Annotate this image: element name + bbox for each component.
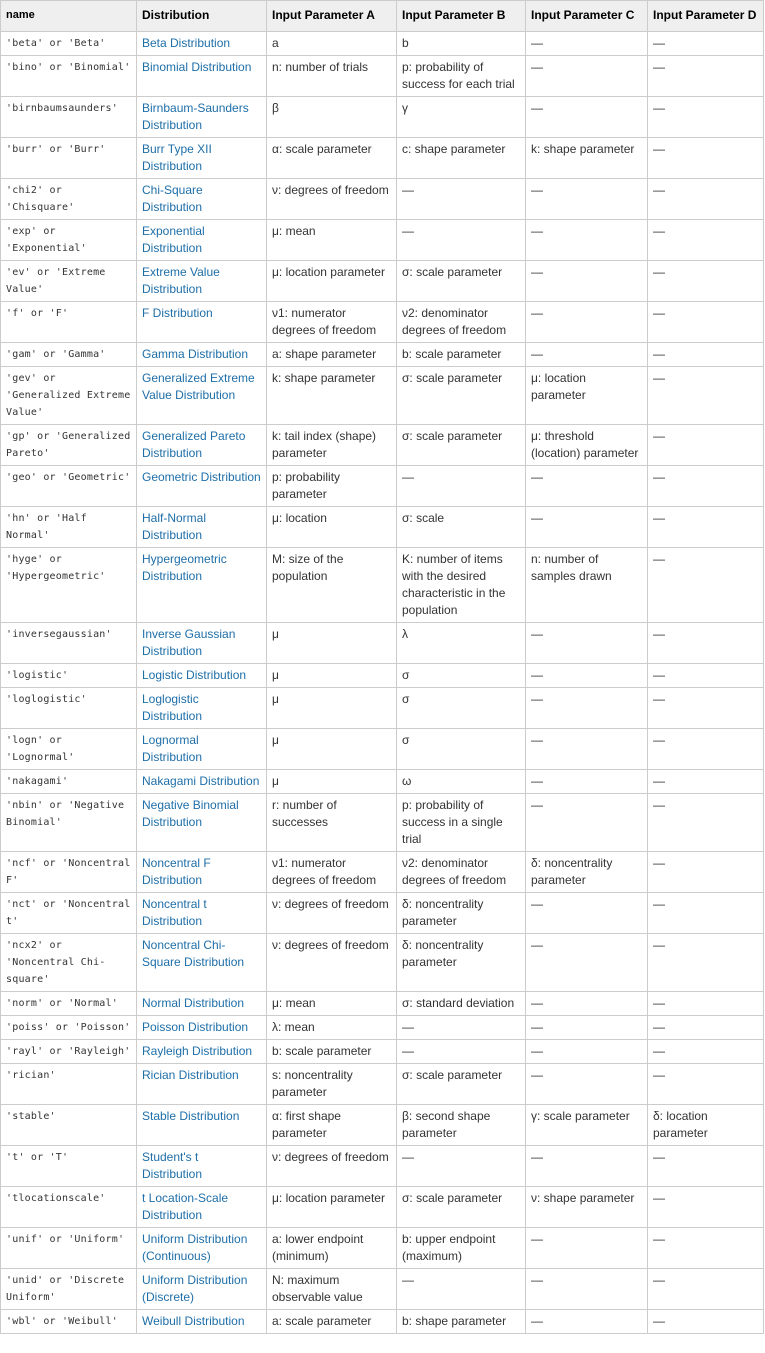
table-row <box>1 1105 764 1146</box>
param-a-cell: μ <box>267 623 397 664</box>
param-d-cell: — <box>648 852 764 893</box>
param-b-cell: p: probability of success for each trial <box>397 56 526 97</box>
column-header-distribution: Distribution <box>137 1 267 32</box>
distribution-cell <box>137 893 267 934</box>
param-b-cell: K: number of items with the desired characteristic in the population <box>397 548 526 623</box>
param-b-cell: — <box>397 179 526 220</box>
table-row <box>1 1016 764 1040</box>
table-row <box>1 179 764 220</box>
param-d-cell: — <box>648 56 764 97</box>
distribution-link[interactable]: Rician Distribution <box>142 1068 239 1082</box>
param-c-cell: ν: shape parameter <box>526 1187 648 1228</box>
table-row <box>1 261 764 302</box>
param-a-cell: μ <box>267 729 397 770</box>
distribution-name-cell: 'inversegaussian' <box>1 623 137 664</box>
column-header-param-d: Input Parameter D <box>648 1 764 32</box>
table-row <box>1 729 764 770</box>
distribution-name-cell: 'geo' or 'Geometric' <box>1 466 137 507</box>
param-b-cell: σ <box>397 688 526 729</box>
distribution-link[interactable]: Hypergeometric Distribution <box>142 552 227 583</box>
param-a-cell: λ: mean <box>267 1016 397 1040</box>
param-c-cell: — <box>526 507 648 548</box>
param-a-cell: a <box>267 32 397 56</box>
table-row <box>1 343 764 367</box>
distribution-cell <box>137 1146 267 1187</box>
table-row <box>1 1310 764 1334</box>
param-a-cell: b: scale parameter <box>267 1040 397 1064</box>
param-c-cell: — <box>526 302 648 343</box>
param-d-cell: — <box>648 934 764 992</box>
distribution-cell <box>137 507 267 548</box>
param-b-cell: λ <box>397 623 526 664</box>
distribution-link[interactable]: Beta Distribution <box>142 36 231 50</box>
param-b-cell: σ <box>397 729 526 770</box>
table-row <box>1 302 764 343</box>
param-d-cell: — <box>648 729 764 770</box>
distribution-cell <box>137 220 267 261</box>
param-d-cell: — <box>648 1310 764 1334</box>
param-c-cell: — <box>526 729 648 770</box>
distribution-name-cell: 'ev' or 'Extreme Value' <box>1 261 137 302</box>
param-a-cell: s: noncentrality parameter <box>267 1064 397 1105</box>
table-row <box>1 507 764 548</box>
param-c-cell: — <box>526 893 648 934</box>
table-row <box>1 664 764 688</box>
param-b-cell: σ <box>397 664 526 688</box>
param-d-cell: — <box>648 992 764 1016</box>
distribution-link[interactable]: Extreme Value Distribution <box>142 265 220 296</box>
param-b-cell: — <box>397 1040 526 1064</box>
param-c-cell: — <box>526 623 648 664</box>
distribution-cell <box>137 1228 267 1269</box>
param-c-cell: — <box>526 466 648 507</box>
table-row <box>1 97 764 138</box>
param-d-cell: — <box>648 367 764 425</box>
distribution-cell <box>137 425 267 466</box>
param-a-cell: k: tail index (shape) parameter <box>267 425 397 466</box>
param-a-cell: μ: mean <box>267 992 397 1016</box>
param-c-cell: γ: scale parameter <box>526 1105 648 1146</box>
param-d-cell: — <box>648 97 764 138</box>
param-c-cell: — <box>526 1146 648 1187</box>
distribution-name-cell: 'hn' or 'Half Normal' <box>1 507 137 548</box>
param-a-cell: r: number of successes <box>267 794 397 852</box>
table-row <box>1 1269 764 1310</box>
param-d-cell: — <box>648 1146 764 1187</box>
distribution-cell <box>137 97 267 138</box>
distribution-cell <box>137 548 267 623</box>
param-a-cell: μ <box>267 664 397 688</box>
param-a-cell: μ: location <box>267 507 397 548</box>
distribution-cell <box>137 623 267 664</box>
distribution-link[interactable]: Noncentral t Distribution <box>142 897 207 928</box>
distribution-cell <box>137 664 267 688</box>
param-c-cell: — <box>526 220 648 261</box>
distribution-cell <box>137 179 267 220</box>
distribution-link[interactable]: Lognormal Distribution <box>142 733 203 764</box>
table-row <box>1 548 764 623</box>
distribution-name-cell: 'burr' or 'Burr' <box>1 138 137 179</box>
distribution-link[interactable]: Loglogistic Distribution <box>142 692 203 723</box>
distribution-name-cell: 'gam' or 'Gamma' <box>1 343 137 367</box>
param-a-cell: ν1: numerator degrees of freedom <box>267 302 397 343</box>
param-b-cell: σ: scale <box>397 507 526 548</box>
param-b-cell: p: probability of success in a single trial <box>397 794 526 852</box>
param-b-cell: σ: scale parameter <box>397 1064 526 1105</box>
distribution-name-cell: 'gp' or 'Generalized Pareto' <box>1 425 137 466</box>
distribution-cell <box>137 1310 267 1334</box>
param-c-cell: — <box>526 688 648 729</box>
table-row <box>1 1228 764 1269</box>
table-row <box>1 852 764 893</box>
distribution-name-cell: 'f' or 'F' <box>1 302 137 343</box>
param-c-cell: — <box>526 770 648 794</box>
param-b-cell: — <box>397 466 526 507</box>
table-header <box>1 1 764 32</box>
table-row <box>1 220 764 261</box>
distribution-cell <box>137 1105 267 1146</box>
distribution-name-cell: 'wbl' or 'Weibull' <box>1 1310 137 1334</box>
distribution-link[interactable]: Gamma Distribution <box>142 347 249 361</box>
distribution-name-cell: 'logn' or 'Lognormal' <box>1 729 137 770</box>
param-d-cell: — <box>648 664 764 688</box>
param-d-cell: — <box>648 1040 764 1064</box>
param-b-cell: b: upper endpoint (maximum) <box>397 1228 526 1269</box>
distribution-name-cell: 'norm' or 'Normal' <box>1 992 137 1016</box>
param-a-cell: μ <box>267 770 397 794</box>
distribution-name-cell: 'rayl' or 'Rayleigh' <box>1 1040 137 1064</box>
distribution-link[interactable]: Birnbaum-Saunders Distribution <box>142 101 249 132</box>
table-row <box>1 56 764 97</box>
param-c-cell: — <box>526 1269 648 1310</box>
distribution-name-cell: 'nbin' or 'Negative Binomial' <box>1 794 137 852</box>
table-row <box>1 32 764 56</box>
param-b-cell: — <box>397 220 526 261</box>
distribution-name-cell: 'unif' or 'Uniform' <box>1 1228 137 1269</box>
param-d-cell: — <box>648 343 764 367</box>
param-a-cell: β <box>267 97 397 138</box>
param-c-cell: — <box>526 56 648 97</box>
distribution-cell <box>137 1187 267 1228</box>
distribution-link[interactable]: Exponential Distribution <box>142 224 205 255</box>
distribution-link[interactable]: Half-Normal Distribution <box>142 511 207 542</box>
param-a-cell: ν: degrees of freedom <box>267 893 397 934</box>
distribution-name-cell: 'exp' or 'Exponential' <box>1 220 137 261</box>
distribution-cell <box>137 934 267 992</box>
param-d-cell: δ: location parameter <box>648 1105 764 1146</box>
table-row <box>1 770 764 794</box>
param-d-cell: — <box>648 179 764 220</box>
distribution-name-cell: 'hyge' or 'Hypergeometric' <box>1 548 137 623</box>
table-row <box>1 992 764 1016</box>
param-c-cell: — <box>526 1040 648 1064</box>
param-d-cell: — <box>648 220 764 261</box>
table-row <box>1 425 764 466</box>
distribution-name-cell: 'rician' <box>1 1064 137 1105</box>
distribution-cell <box>137 302 267 343</box>
distribution-name-cell: 'unid' or 'Discrete Uniform' <box>1 1269 137 1310</box>
distribution-link[interactable]: t Location-Scale Distribution <box>142 1191 229 1222</box>
param-b-cell: b <box>397 32 526 56</box>
distribution-link[interactable]: Chi-Square Distribution <box>142 183 203 214</box>
distribution-name-cell: 'chi2' or 'Chisquare' <box>1 179 137 220</box>
param-b-cell: ω <box>397 770 526 794</box>
param-b-cell: δ: noncentrality parameter <box>397 934 526 992</box>
param-c-cell: — <box>526 261 648 302</box>
param-c-cell: — <box>526 1228 648 1269</box>
param-a-cell: μ <box>267 688 397 729</box>
table-row <box>1 1040 764 1064</box>
param-d-cell: — <box>648 32 764 56</box>
param-a-cell: a: shape parameter <box>267 343 397 367</box>
param-d-cell: — <box>648 1228 764 1269</box>
table-row <box>1 466 764 507</box>
distribution-name-cell: 'stable' <box>1 1105 137 1146</box>
column-header-param-c: Input Parameter C <box>526 1 648 32</box>
param-d-cell: — <box>648 688 764 729</box>
distribution-cell <box>137 1269 267 1310</box>
param-c-cell: — <box>526 32 648 56</box>
distribution-link[interactable]: Negative Binomial Distribution <box>142 798 239 829</box>
distribution-link[interactable]: Noncentral Chi-Square Distribution <box>142 938 245 969</box>
param-a-cell: α: scale parameter <box>267 138 397 179</box>
param-d-cell: — <box>648 507 764 548</box>
param-b-cell: b: shape parameter <box>397 1310 526 1334</box>
param-b-cell: σ: scale parameter <box>397 425 526 466</box>
param-d-cell: — <box>648 138 764 179</box>
table-row <box>1 623 764 664</box>
distribution-cell <box>137 729 267 770</box>
param-a-cell: a: lower endpoint (minimum) <box>267 1228 397 1269</box>
distribution-link[interactable]: Generalized Pareto Distribution <box>142 429 246 460</box>
distribution-cell <box>137 852 267 893</box>
param-d-cell: — <box>648 302 764 343</box>
distribution-cell <box>137 261 267 302</box>
param-b-cell: σ: standard deviation <box>397 992 526 1016</box>
param-a-cell: n: number of trials <box>267 56 397 97</box>
distribution-cell <box>137 770 267 794</box>
param-b-cell: β: second shape parameter <box>397 1105 526 1146</box>
distribution-name-cell: 'bino' or 'Binomial' <box>1 56 137 97</box>
distribution-name-cell: 'poiss' or 'Poisson' <box>1 1016 137 1040</box>
distribution-name-cell: 'birnbaumsaunders' <box>1 97 137 138</box>
distribution-link[interactable]: Student's t Distribution <box>142 1150 203 1181</box>
param-c-cell: k: shape parameter <box>526 138 648 179</box>
param-c-cell: — <box>526 97 648 138</box>
param-d-cell: — <box>648 623 764 664</box>
column-header-param-b: Input Parameter B <box>397 1 526 32</box>
param-c-cell: — <box>526 179 648 220</box>
distribution-cell <box>137 343 267 367</box>
distribution-link[interactable]: Noncentral F Distribution <box>142 856 211 887</box>
table-row <box>1 794 764 852</box>
param-a-cell: M: size of the population <box>267 548 397 623</box>
param-d-cell: — <box>648 425 764 466</box>
param-d-cell: — <box>648 893 764 934</box>
param-c-cell: δ: noncentrality parameter <box>526 852 648 893</box>
param-d-cell: — <box>648 1269 764 1310</box>
param-c-cell: n: number of samples drawn <box>526 548 648 623</box>
param-c-cell: — <box>526 664 648 688</box>
param-b-cell: ν2: denominator degrees of freedom <box>397 302 526 343</box>
distribution-link[interactable]: Inverse Gaussian Distribution <box>142 627 236 658</box>
param-c-cell: μ: threshold (location) parameter <box>526 425 648 466</box>
distribution-cell <box>137 32 267 56</box>
distribution-link[interactable]: Normal Distribution <box>142 996 245 1010</box>
param-d-cell: — <box>648 466 764 507</box>
param-b-cell: σ: scale parameter <box>397 261 526 302</box>
distribution-link[interactable]: Uniform Distribution (Discrete) <box>142 1273 248 1304</box>
param-c-cell: — <box>526 1310 648 1334</box>
distribution-link[interactable]: Burr Type XII Distribution <box>142 142 212 173</box>
param-c-cell: — <box>526 343 648 367</box>
table-row <box>1 138 764 179</box>
distribution-name-cell: 'nakagami' <box>1 770 137 794</box>
distribution-link[interactable]: Nakagami Distribution <box>142 774 260 788</box>
param-d-cell: — <box>648 1187 764 1228</box>
column-header-name: name <box>1 1 137 32</box>
distribution-name-cell: 'nct' or 'Noncentral t' <box>1 893 137 934</box>
distribution-link[interactable]: Logistic Distribution <box>142 668 247 682</box>
param-a-cell: α: first shape parameter <box>267 1105 397 1146</box>
distribution-cell <box>137 138 267 179</box>
param-b-cell: δ: noncentrality parameter <box>397 893 526 934</box>
param-b-cell: γ <box>397 97 526 138</box>
header-row <box>1 1 764 32</box>
param-a-cell: N: maximum observable value <box>267 1269 397 1310</box>
distribution-link[interactable]: Weibull Distribution <box>142 1314 245 1328</box>
distribution-name-cell: 'ncf' or 'Noncentral F' <box>1 852 137 893</box>
param-a-cell: a: scale parameter <box>267 1310 397 1334</box>
distribution-cell <box>137 367 267 425</box>
param-a-cell: p: probability parameter <box>267 466 397 507</box>
distribution-link[interactable]: Uniform Distribution (Continuous) <box>142 1232 248 1263</box>
distribution-cell <box>137 56 267 97</box>
param-c-cell: — <box>526 934 648 992</box>
param-d-cell: — <box>648 1016 764 1040</box>
param-d-cell: — <box>648 1064 764 1105</box>
distribution-link[interactable]: F Distribution <box>142 306 213 320</box>
table-row <box>1 688 764 729</box>
param-a-cell: ν: degrees of freedom <box>267 179 397 220</box>
distribution-cell <box>137 992 267 1016</box>
distribution-link[interactable]: Geometric Distribution <box>142 470 261 484</box>
param-d-cell: — <box>648 548 764 623</box>
param-b-cell: — <box>397 1146 526 1187</box>
distribution-link[interactable]: Binomial Distribution <box>142 60 252 74</box>
table-body <box>1 32 764 1334</box>
param-a-cell: ν: degrees of freedom <box>267 934 397 992</box>
param-b-cell: σ: scale parameter <box>397 367 526 425</box>
distribution-cell <box>137 466 267 507</box>
param-a-cell: μ: mean <box>267 220 397 261</box>
param-c-cell: μ: location parameter <box>526 367 648 425</box>
param-c-cell: — <box>526 1016 648 1040</box>
table-row <box>1 934 764 992</box>
table-row <box>1 1146 764 1187</box>
param-a-cell: ν1: numerator degrees of freedom <box>267 852 397 893</box>
distribution-name-cell: 'beta' or 'Beta' <box>1 32 137 56</box>
param-b-cell: — <box>397 1269 526 1310</box>
param-a-cell: μ: location parameter <box>267 1187 397 1228</box>
distribution-cell <box>137 1064 267 1105</box>
distribution-cell <box>137 688 267 729</box>
distribution-link[interactable]: Generalized Extreme Value Distribution <box>142 371 255 402</box>
param-b-cell: b: scale parameter <box>397 343 526 367</box>
column-header-param-a: Input Parameter A <box>267 1 397 32</box>
param-d-cell: — <box>648 794 764 852</box>
distribution-link[interactable]: Rayleigh Distribution <box>142 1044 253 1058</box>
param-d-cell: — <box>648 261 764 302</box>
param-b-cell: σ: scale parameter <box>397 1187 526 1228</box>
distribution-cell <box>137 1040 267 1064</box>
distribution-cell <box>137 1016 267 1040</box>
param-c-cell: — <box>526 794 648 852</box>
param-b-cell: c: shape parameter <box>397 138 526 179</box>
table-row <box>1 1064 764 1105</box>
distribution-name-cell: 't' or 'T' <box>1 1146 137 1187</box>
table-row <box>1 1187 764 1228</box>
param-a-cell: μ: location parameter <box>267 261 397 302</box>
param-c-cell: — <box>526 992 648 1016</box>
distribution-name-cell: 'gev' or 'Generalized Extreme Value' <box>1 367 137 425</box>
table-row <box>1 893 764 934</box>
distribution-link[interactable]: Poisson Distribution <box>142 1020 249 1034</box>
param-a-cell: k: shape parameter <box>267 367 397 425</box>
param-b-cell: — <box>397 1016 526 1040</box>
distribution-link[interactable]: Stable Distribution <box>142 1109 240 1123</box>
param-d-cell: — <box>648 770 764 794</box>
distribution-name-cell: 'tlocationscale' <box>1 1187 137 1228</box>
distribution-name-cell: 'loglogistic' <box>1 688 137 729</box>
table-row <box>1 367 764 425</box>
param-b-cell: ν2: denominator degrees of freedom <box>397 852 526 893</box>
param-a-cell: ν: degrees of freedom <box>267 1146 397 1187</box>
param-c-cell: — <box>526 1064 648 1105</box>
distribution-name-cell: 'ncx2' or 'Noncentral Chi-square' <box>1 934 137 992</box>
distribution-name-cell: 'logistic' <box>1 664 137 688</box>
distribution-cell <box>137 794 267 852</box>
